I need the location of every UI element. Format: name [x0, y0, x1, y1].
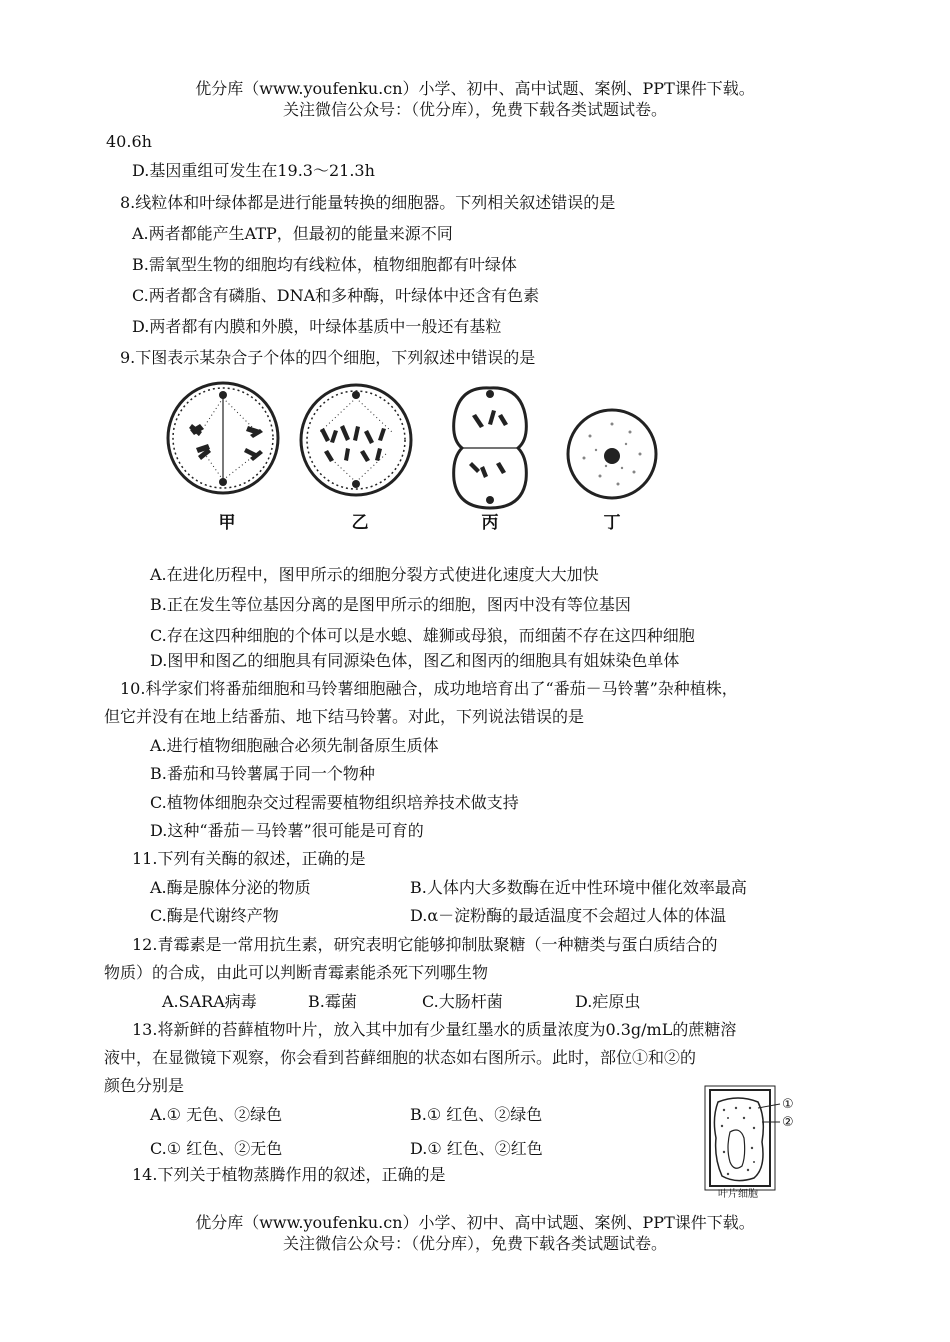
- q13-option-d: D.① 红色、②红色: [410, 1139, 543, 1158]
- footer-line-2: 关注微信公众号：（优分库），免费下载各类试题试卷。: [282, 1234, 667, 1253]
- q10-option-a: A.进行植物细胞融合必须先制备原生质体: [150, 736, 439, 755]
- figure-label-ding: 丁: [603, 513, 621, 533]
- q9-option-c: C.存在这四种细胞的个体可以是水螅、雄狮或母狼，而细菌不存在这四种细胞: [150, 626, 695, 645]
- q12-option-d: D.疟原虫: [575, 992, 641, 1011]
- q11-option-a: A.酶是腺体分泌的物质: [150, 878, 311, 897]
- q10-option-c: C.植物体细胞杂交过程需要植物组织培养技术做支持: [150, 793, 519, 812]
- q9-option-d: D.图甲和图乙的细胞具有同源染色体，图乙和图丙的细胞具有姐妹染色单体: [150, 651, 680, 670]
- q9-option-b: B.正在发生等位基因分离的是图甲所示的细胞，图丙中没有等位基因: [150, 595, 631, 614]
- figure-caption: 叶片细胞: [718, 1189, 758, 1198]
- q13-stem-line-1: 13.将新鲜的苔藓植物叶片，放入其中加有少量红墨水的质量浓度为0.3g/mL的蔗糖溶: [132, 1020, 737, 1039]
- q10-option-d: D.这种“番茄－马铃薯”很可能是可育的: [150, 821, 424, 840]
- q11-option-c: C.酶是代谢终产物: [150, 906, 279, 925]
- figure-label-jia: 甲: [218, 513, 236, 533]
- header-line-1: 优分库（www.youfenku.cn）小学、初中、高中试题、案例、PPT课件下载。: [195, 79, 755, 98]
- q8-option-b: B.需氧型生物的细胞均有线粒体，植物细胞都有叶绿体: [132, 255, 517, 274]
- q12-stem-line-2: 物质）的合成，由此可以判断青霉素能杀死下列哪生物: [104, 963, 489, 982]
- header-line-2: 关注微信公众号：（优分库），免费下载各类试题试卷。: [282, 100, 667, 119]
- q9-option-a: A.在进化历程中，图甲所示的细胞分裂方式使进化速度大大加快: [150, 565, 599, 584]
- q11-stem: 11.下列有关酶的叙述，正确的是: [132, 849, 366, 868]
- q10-stem-line-1: 10.科学家们将番茄细胞和马铃薯细胞融合，成功地培育出了“番茄－马铃薯”杂种植株，: [120, 679, 738, 698]
- q9-stem: 9.下图表示某杂合子个体的四个细胞，下列叙述中错误的是: [120, 348, 536, 367]
- q10-option-b: B.番茄和马铃薯属于同一个物种: [150, 764, 375, 783]
- q13-stem-line-3: 颜色分别是: [104, 1076, 185, 1095]
- previous-option-d: D.基因重组可发生在19.3～21.3h: [132, 161, 375, 180]
- q13-option-a: A.① 无色、②绿色: [150, 1105, 283, 1124]
- leaf-cell-figure: [688, 1078, 808, 1198]
- q10-stem-line-2: 但它并没有在地上结番茄、地下结马铃薯。对此，下列说法错误的是: [104, 707, 585, 726]
- footer-line-1: 优分库（www.youfenku.cn）小学、初中、高中试题、案例、PPT课件下载。: [195, 1213, 755, 1232]
- q8-stem: 8.线粒体和叶绿体都是进行能量转换的细胞器。下列相关叙述错误的是: [120, 193, 616, 212]
- previous-question-tail: 40.6h: [106, 132, 152, 151]
- figure-label-yi: 乙: [351, 513, 369, 533]
- q12-stem-line-1: 12.青霉素是一常用抗生素，研究表明它能够抑制肽聚糖（一种糖类与蛋白质结合的: [132, 935, 718, 954]
- q11-option-b: B.人体内大多数酶在近中性环境中催化效率最高: [410, 878, 747, 897]
- q13-stem-line-2: 液中，在显微镜下观察，你会看到苔藓细胞的状态如右图所示。此时，部位①和②的: [104, 1048, 697, 1067]
- figure-label-bing: 丙: [481, 513, 499, 533]
- q13-option-c: C.① 红色、②无色: [150, 1139, 283, 1158]
- q8-option-c: C.两者都含有磷脂、DNA和多种酶，叶绿体中还含有色素: [132, 286, 540, 305]
- q14-stem: 14.下列关于植物蒸腾作用的叙述，正确的是: [132, 1165, 446, 1184]
- q12-option-a: A.SARA病毒: [162, 992, 257, 1011]
- figure-marker-1: ①: [782, 1097, 794, 1112]
- q11-option-d: D.α－淀粉酶的最适温度不会超过人体的体温: [410, 906, 727, 925]
- figure-marker-2: ②: [782, 1115, 794, 1130]
- q13-option-b: B.① 红色、②绿色: [410, 1105, 543, 1124]
- q8-option-d: D.两者都有内膜和外膜，叶绿体基质中一般还有基粒: [132, 317, 502, 336]
- q12-option-c: C.大肠杆菌: [422, 992, 503, 1011]
- q12-option-b: B.霉菌: [308, 992, 357, 1011]
- q8-option-a: A.两者都能产生ATP，但最初的能量来源不同: [132, 224, 453, 243]
